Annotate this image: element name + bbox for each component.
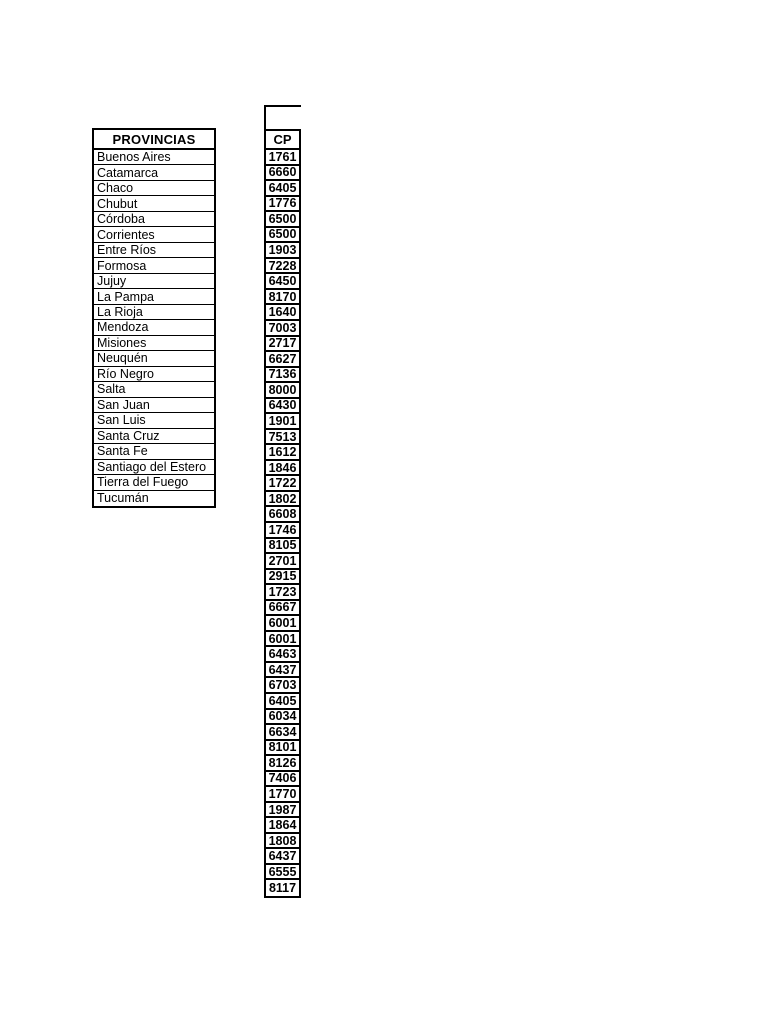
province-row: Chaco [94, 181, 214, 196]
cp-code-row: 6500 [266, 212, 299, 228]
province-row: La Pampa [94, 289, 214, 304]
cp-code-row: 7003 [266, 321, 299, 337]
cp-code-row: 6627 [266, 352, 299, 368]
province-row: Misiones [94, 336, 214, 351]
province-row: La Rioja [94, 305, 214, 320]
cp-code-row: 8117 [268, 881, 297, 896]
cp-code-row: 2701 [266, 554, 299, 570]
province-row: Río Negro [94, 367, 214, 382]
cp-code-row: 7513 [266, 430, 299, 446]
cp-code-row: 8101 [266, 741, 299, 757]
cp-code-row: 8126 [266, 756, 299, 772]
cp-table-header: CP [264, 129, 301, 150]
cp-code-row: 7406 [266, 772, 299, 788]
cp-code-row: 1761 [266, 150, 299, 166]
cp-code-row: 6001 [266, 632, 299, 648]
cp-code-row: 6555 [266, 865, 299, 881]
cp-code-row: 1846 [266, 461, 299, 477]
cp-code-row: 6450 [266, 274, 299, 290]
cp-code-row: 6034 [266, 710, 299, 726]
cp-code-row: 6703 [266, 678, 299, 694]
cp-code-row: 6667 [266, 601, 299, 617]
cp-code-row: 2915 [266, 570, 299, 586]
province-row: San Luis [94, 413, 214, 428]
cp-code-row: 6437 [266, 849, 299, 865]
cp-code-row: 6500 [266, 228, 299, 244]
cp-code-row: 6463 [266, 647, 299, 663]
province-row: Entre Ríos [94, 243, 214, 258]
province-row: Santiago del Estero [94, 460, 214, 475]
province-row: Chubut [94, 196, 214, 211]
provincias-table-rows [92, 150, 216, 508]
cp-code-row: 6001 [266, 616, 299, 632]
province-row: Jujuy [94, 274, 214, 289]
cp-code-row: 6660 [266, 166, 299, 182]
cp-code-row: 1612 [266, 445, 299, 461]
provincias-table-header: PROVINCIAS [92, 128, 216, 150]
cp-code-row: 1864 [266, 818, 299, 834]
province-row: Tucumán [97, 491, 149, 506]
province-row: Corrientes [94, 227, 214, 242]
province-row: Neuquén [94, 351, 214, 366]
province-row: San Juan [94, 398, 214, 413]
cp-code-row: 2717 [266, 337, 299, 353]
cp-code-row: 1746 [266, 523, 299, 539]
cp-code-row: 6405 [266, 181, 299, 197]
province-row: Santa Fe [94, 444, 214, 459]
cp-code-row: 1802 [266, 492, 299, 508]
cp-code-row: 1808 [266, 834, 299, 850]
cp-code-row: 1901 [266, 414, 299, 430]
province-row: Santa Cruz [94, 429, 214, 444]
cp-code-row: 1640 [266, 305, 299, 321]
cp-code-row: 1723 [266, 585, 299, 601]
province-row: Salta [94, 382, 214, 397]
province-row: Mendoza [94, 320, 214, 335]
province-row: Catamarca [94, 165, 214, 180]
province-row: Tierra del Fuego [94, 475, 214, 490]
cp-code-row: 8000 [266, 383, 299, 399]
cp-code-row: 1770 [266, 787, 299, 803]
province-row: Córdoba [94, 212, 214, 227]
cp-spacer-cell [264, 105, 301, 129]
province-row: Formosa [94, 258, 214, 273]
cp-code-row: 6437 [266, 663, 299, 679]
cp-code-row: 1776 [266, 197, 299, 213]
cp-code-row: 1987 [266, 803, 299, 819]
cp-code-row: 1722 [266, 476, 299, 492]
cp-code-row: 6608 [266, 507, 299, 523]
cp-code-row: 8170 [266, 290, 299, 306]
province-row: Buenos Aires [94, 150, 214, 165]
cp-code-row: 6634 [266, 725, 299, 741]
cp-code-row: 7228 [266, 259, 299, 275]
cp-code-row: 1903 [266, 243, 299, 259]
cp-code-row: 6430 [266, 399, 299, 415]
cp-code-row: 6405 [266, 694, 299, 710]
cp-code-row: 7136 [266, 368, 299, 384]
cp-code-row: 8105 [266, 539, 299, 555]
cp-table-rows [264, 150, 301, 898]
